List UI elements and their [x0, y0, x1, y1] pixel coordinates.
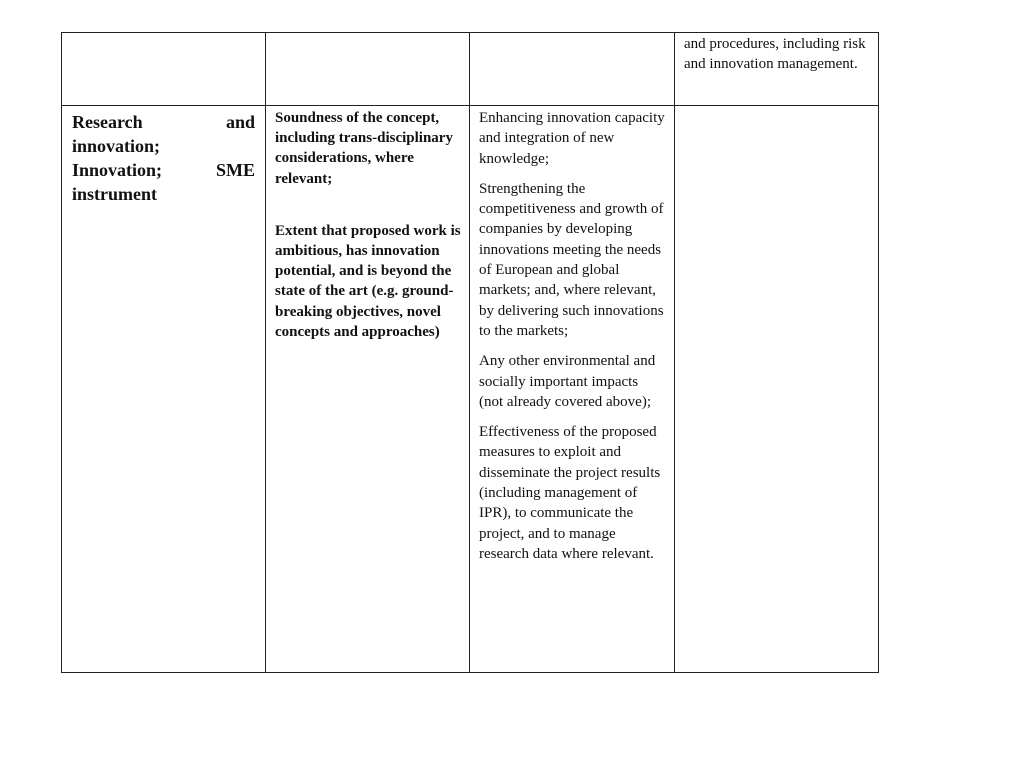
programme-line: innovation;: [72, 136, 161, 156]
criterion-soundness: Soundness of the concept, including trans-disciplinary considerations, where relevant;: [275, 110, 453, 187]
table-row-continuation: [62, 33, 879, 106]
impact-item: Strengthening the competitiveness and growth of companies by developing innovations meeting the needs of European and global markets; and, where relevant, by delivering such innovations to the markets;: [479, 180, 664, 339]
excellence-criteria: [266, 106, 469, 342]
table-row-research-innovation: [62, 106, 879, 673]
table-cell-empty: [266, 33, 470, 106]
table-cell-programme: [62, 106, 266, 673]
evaluation-criteria-table: [61, 32, 879, 673]
impact-item: Any other environmental and socially important impacts (not already covered above);: [479, 353, 656, 410]
table-cell-empty: [470, 33, 675, 106]
impact-criteria: [470, 106, 674, 564]
impact-item: Enhancing innovation capacity and integration of new knowledge;: [479, 110, 665, 167]
table-cell-empty: [675, 106, 879, 673]
programme-line: SME: [215, 160, 255, 180]
impact-item: Effectiveness of the proposed measures to exploit and disseminate the project results (including management of IPR), to communicate the project, and to manage research data where relevant.: [479, 424, 661, 562]
table-cell-impact: [470, 106, 675, 673]
programme-line: and: [225, 112, 255, 132]
criterion-ambition: Extent that proposed work is ambitious, has innovation potential, and is beyond the state of the art (e.g. ground-breaking objectives, novel concepts and approaches): [275, 222, 461, 340]
implementation-continued-text: and procedures, including risk and innovation management.: [684, 36, 866, 73]
programme-line: instrument: [72, 184, 157, 204]
programme-line: Research: [72, 112, 143, 132]
table-cell-excellence: [266, 106, 470, 673]
programme-line: Innovation;: [72, 160, 163, 180]
programme-type-label: [62, 106, 265, 206]
table-cell-implementation-continued: [675, 33, 879, 106]
table-cell-empty: [62, 33, 266, 106]
